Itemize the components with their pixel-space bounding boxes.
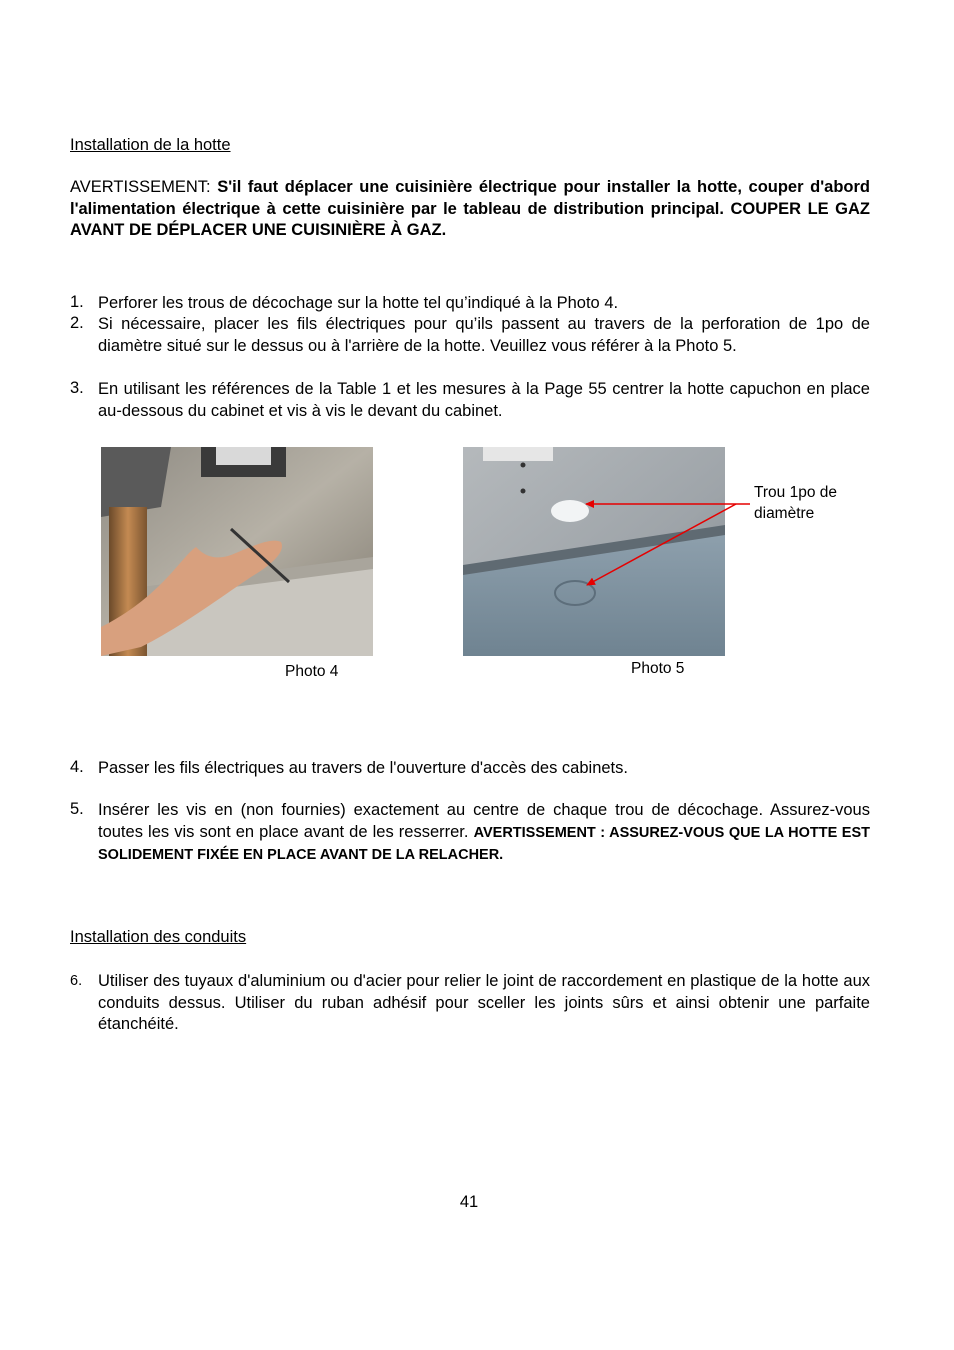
step-number: 1.	[70, 293, 84, 311]
step-text	[98, 800, 870, 867]
section-heading-conduits: Installation des conduits	[70, 928, 247, 946]
list-item	[70, 800, 870, 867]
list-item	[70, 971, 870, 1036]
step-text: Passer les fils électriques au travers de l'ouverture d'accès des cabinets.	[98, 759, 628, 777]
hole-annotation: Trou 1po de diamètre	[754, 484, 838, 522]
arrow-to-bottom-hole	[587, 504, 736, 585]
step-number: 2.	[70, 314, 84, 332]
list-item	[70, 758, 870, 780]
step-text: Utiliser des tuyaux d'aluminium ou d'acier pour relier le joint de raccordement en plastique de la hotte aux conduits dessus. Utiliser du ruban adhésif pour sceller les joints sûrs et ainsi obtenir une parfaite étanchéité.	[98, 972, 870, 1033]
step-text: Perforer les trous de décochage sur la hotte tel qu’indiqué à la Photo 4.	[98, 294, 619, 312]
photo-4-caption: Photo 4	[285, 663, 339, 680]
warning-text: S'il faut déplacer une cuisinière électrique pour installer la hotte, couper d'abord l'alimentation électrique à cette cuisinière par le tableau de distribution principal. COUPER LE GAZ AVANT DE DÉPLACER UNE CUISINIÈRE À GAZ.	[70, 178, 870, 239]
step-number: 6.	[70, 973, 83, 989]
section-heading-hotte: Installation de la hotte	[70, 136, 231, 154]
page-number: 41	[459, 1193, 479, 1211]
photo-5-caption: Photo 5	[631, 660, 685, 677]
step-number: 5.	[70, 800, 84, 818]
warning-label: AVERTISSEMENT:	[70, 178, 218, 196]
step-number: 3.	[70, 379, 84, 397]
step-5-warning: AVERTISSEMENT : ASSUREZ-VOUS QUE LA HOTTE EST SOLIDEMENT FIXÉE EN PLACE AVANT DE LA RELACHER.	[98, 824, 871, 863]
step-number: 4.	[70, 758, 84, 776]
step-text: Si nécessaire, placer les fils électriques pour qu’ils passent au travers de la perforation de 1po de diamètre situé sur le dessus ou à l'arrière de la hotte. Veuillez vous référer à la Photo 5.	[98, 315, 870, 355]
step-text: En utilisant les références de la Table 1 et les mesures à la Page 55 centrer la hotte capuchon en place au-dessous du cabinet et vis à vis le devant du cabinet.	[98, 380, 870, 420]
step-5-text: Insérer les vis en (non fournies) exactement au centre de chaque trou de décochage. Assurez-vous toutes les vis sont en place avant de les resserrer.	[98, 801, 870, 841]
